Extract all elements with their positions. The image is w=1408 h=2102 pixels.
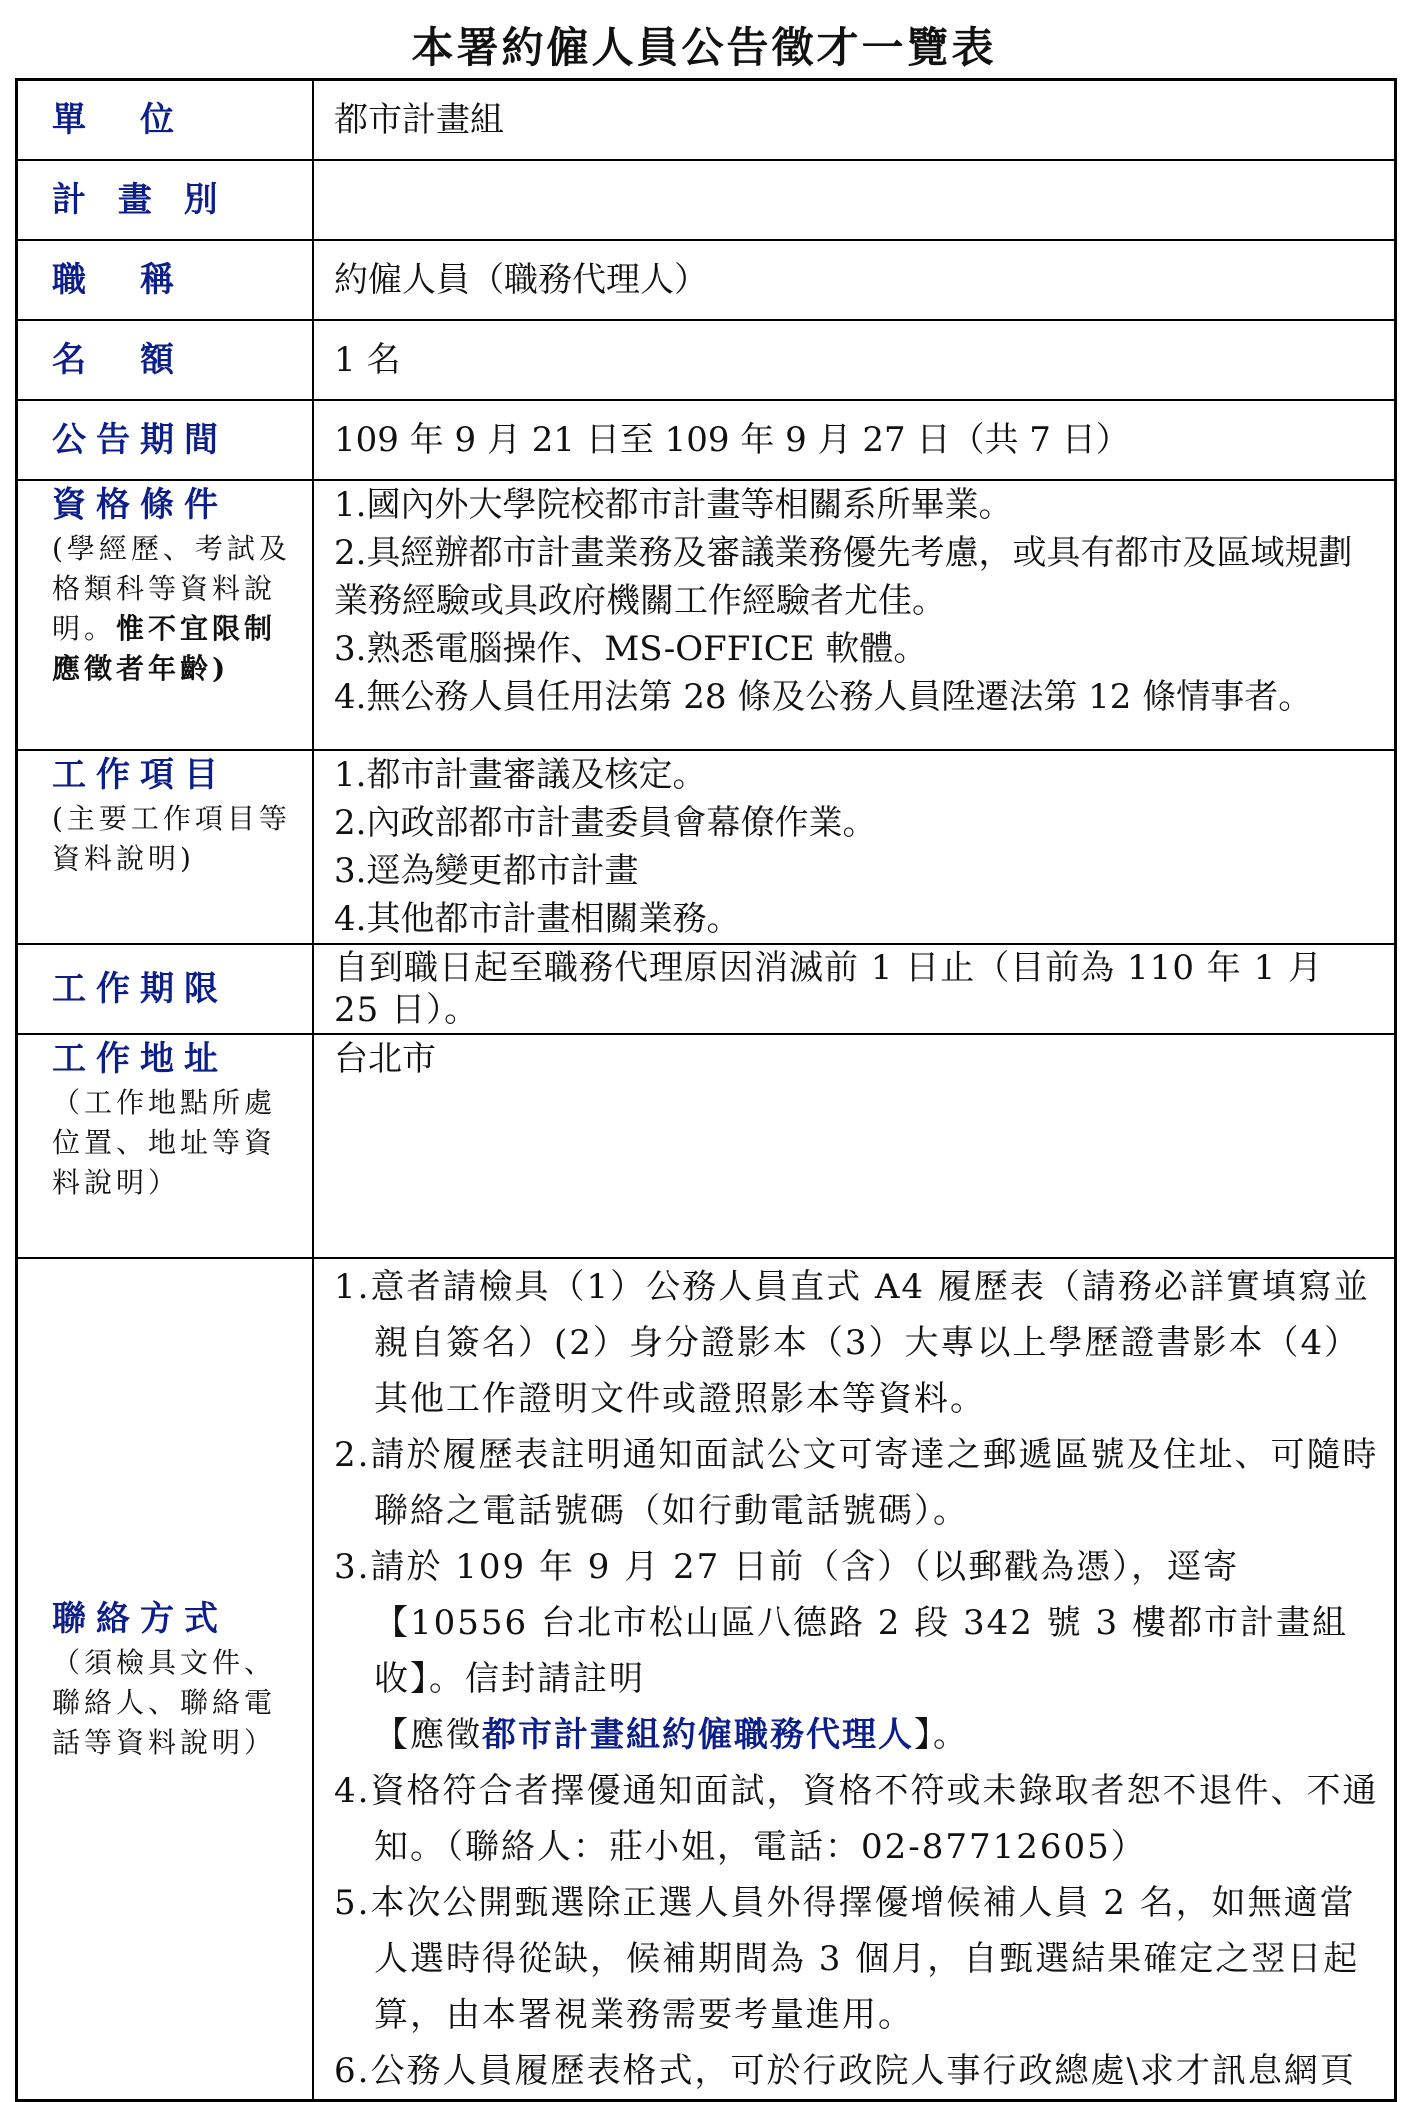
label-cell xyxy=(17,480,314,750)
label-cell xyxy=(17,750,314,944)
row-work-items xyxy=(17,750,1396,944)
qualification-item: 2.具經辦都市計畫業務及審議業務優先考慮，或具有都市及區域規劃業務經驗或具政府機關工作經驗者尤佳。 xyxy=(334,532,1353,621)
contact-item: 6.公務人員履歷表格式，可於行政院人事行政總處\求才訊息網頁 xyxy=(334,2050,1356,2091)
page-title: 本署約僱人員公告徵才一覽表 xyxy=(411,23,997,72)
contact-item xyxy=(334,1539,1380,1763)
value-cell xyxy=(313,80,1396,160)
value-cell xyxy=(313,240,1396,320)
label-work-items-note: (主要工作項目等資料說明) xyxy=(52,801,291,875)
row-contact xyxy=(17,1258,1396,2101)
label-position: 職 稱 xyxy=(52,259,184,300)
label-contact: 聯絡方式 xyxy=(52,1598,228,1639)
value-quota: 1 名 xyxy=(334,339,401,380)
value-cell xyxy=(313,1034,1396,1258)
value-cell xyxy=(313,750,1396,944)
value-unit: 都市計畫組 xyxy=(334,99,504,140)
label-cell xyxy=(17,1034,314,1258)
label-work-location: 工作地址 xyxy=(52,1038,228,1079)
label-cell xyxy=(17,160,314,240)
qualification-item: 1.國內外大學院校都市計畫等相關系所畢業。 xyxy=(334,484,1013,525)
row-plan xyxy=(17,160,1396,240)
label-cell xyxy=(17,1258,314,2101)
label-quota: 名 額 xyxy=(52,339,184,380)
recruitment-table xyxy=(15,78,1397,2102)
value-work-location: 台北市 xyxy=(334,1038,436,1079)
label-cell xyxy=(17,80,314,160)
row-unit xyxy=(17,80,1396,160)
label-cell xyxy=(17,240,314,320)
value-cell xyxy=(313,400,1396,480)
value-cell xyxy=(313,320,1396,400)
label-cell xyxy=(17,400,314,480)
row-period xyxy=(17,400,1396,480)
label-work-items: 工作項目 xyxy=(52,754,228,795)
contact-item: 4.資格符合者擇優通知面試，資格不符或未錄取者恕不退件、不通知。（聯絡人：莊小姐，電話：02-87712605） xyxy=(334,1770,1379,1867)
label-qualification: 資格條件 xyxy=(52,484,228,525)
row-position xyxy=(17,240,1396,320)
row-work-period xyxy=(17,944,1396,1034)
value-period: 109 年 9 月 21 日至 109 年 9 月 27 日（共 7 日） xyxy=(334,419,1130,460)
qualification-item: 3.熟悉電腦操作、MS-OFFICE 軟體。 xyxy=(334,628,928,669)
contact-item-3-text: 3.請於 109 年 9 月 27 日前（含）（以郵戳為憑），逕寄【10556 台北市松山區八德路 2 段 342 號 3 樓都市計畫組收】。信封請註明 xyxy=(334,1546,1348,1699)
value-cell xyxy=(313,160,1396,240)
label-work-location-note: （工作地點所處位置、地址等資料說明） xyxy=(52,1085,277,1199)
value-cell xyxy=(313,480,1396,750)
value-work-period: 自到職日起至職務代理原因消滅前 1 日止（目前為 110 年 1 月 25 日）。 xyxy=(334,947,1324,1030)
contact-item: 2.請於履歷表註明通知面試公文可寄達之郵遞區號及住址、可隨時聯絡之電話號碼（如行動電話號碼）。 xyxy=(334,1434,1379,1531)
work-item: 2.內政部都市計畫委員會幕僚作業。 xyxy=(334,802,877,843)
label-work-period: 工作期限 xyxy=(52,968,228,1009)
contact-item: 1.意者請檢具（1）公務人員直式 A4 履歷表（請務必詳實填寫並親自簽名）(2）身分證影本（3）大專以上學歷證書影本（4）其他工作證明文件或證照影本等資料。 xyxy=(334,1266,1370,1419)
value-cell xyxy=(313,1258,1396,2101)
qualification-note-text: (學經歷、考試及格類科等資料說明。 xyxy=(52,531,291,645)
value-cell xyxy=(313,944,1396,1034)
contact-item-3-bracket-close: 】。 xyxy=(914,1714,969,1755)
work-item: 1.都市計畫審議及核定。 xyxy=(334,754,707,795)
work-item: 3.逕為變更都市計畫 xyxy=(334,850,639,891)
contact-item-3-highlight: 都市計畫組約僱職務代理人 xyxy=(482,1714,914,1755)
row-qualification xyxy=(17,480,1396,750)
label-qualification-note xyxy=(52,529,300,689)
qualification-note-bold: 惟不宜限制應徵者年齡) xyxy=(52,611,277,685)
work-item: 4.其他都市計畫相關業務。 xyxy=(334,898,741,939)
label-plan: 計 畫 別 xyxy=(52,179,228,220)
label-contact-note: （須檢具文件、聯絡人、聯絡電話等資料說明） xyxy=(52,1645,277,1759)
label-cell xyxy=(17,944,314,1034)
row-quota xyxy=(17,320,1396,400)
contact-item: 5.本次公開甄選除正選人員外得擇優增候補人員 2 名，如無適當人選時得從缺，候補期間為 3 個月，自甄選結果確定之翌日起算，由本署視業務需要考量進用。 xyxy=(334,1882,1360,2035)
label-unit: 單 位 xyxy=(52,99,184,140)
contact-item-3-bracket-open: 【應徵 xyxy=(374,1714,482,1755)
label-cell xyxy=(17,320,314,400)
row-work-location xyxy=(17,1034,1396,1258)
label-period: 公告期間 xyxy=(52,419,228,460)
value-position: 約僱人員（職務代理人） xyxy=(334,259,708,300)
qualification-item: 4.無公務人員任用法第 28 條及公務人員陞遷法第 12 條情事者。 xyxy=(334,676,1313,717)
